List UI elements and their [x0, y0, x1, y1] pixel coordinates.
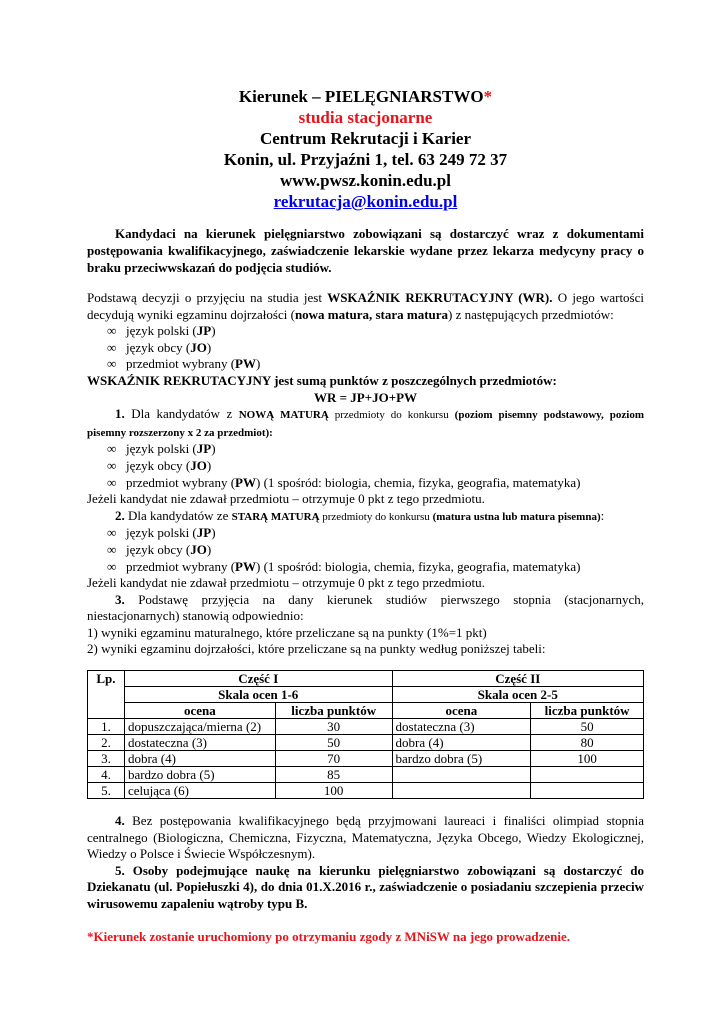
section-5: 5. Osoby podejmujące naukę na kierunku pielęgniarstwo zobowiązani są dostarczyć do Dziekanatu (ul. Popiełuszki 4), do dnia 01.X.2016 r., zaświadczenie o posiadaniu szczepienia przeciw wirusowemu zapaleniu wątroby typu B.	[87, 862, 644, 912]
no-exam-note-2: Jeżeli kandydat nie zdawał przedmiotu – otrzymuje 0 pkt z tego przedmiotu.	[87, 575, 485, 591]
table-row: 3. dobra (4) 70 bardzo dobra (5) 100	[88, 751, 644, 767]
table-row: 2. dostateczna (3) 50 dobra (4) 80	[88, 735, 644, 751]
list-item: ∞ język obcy (JO)	[107, 541, 212, 557]
infinity-bullet-icon: ∞	[107, 323, 117, 339]
table-header-part2: Część II	[392, 671, 643, 687]
program-title: Kierunek – PIELĘGNIARSTWO*	[238, 87, 493, 106]
section-3-item-2: 2) wyniki egzaminu dojrzałości, które przeliczane są na punkty według poniższej tabeli:	[87, 641, 546, 657]
list-item: ∞ przedmiot wybrany (PW)	[107, 356, 261, 372]
list-item: ∞ język polski (JP)	[107, 441, 216, 457]
infinity-bullet-icon: ∞	[107, 474, 117, 490]
table-header-points1: liczba punktów	[275, 703, 392, 719]
infinity-bullet-icon: ∞	[107, 339, 117, 355]
infinity-bullet-icon: ∞	[107, 525, 117, 541]
list-item: ∞ język polski (JP)	[107, 525, 216, 541]
asterisk-marker: *	[483, 87, 493, 106]
table-header-scale1: Skala ocen 1-6	[124, 687, 392, 703]
table-header-points2: liczba punktów	[531, 703, 644, 719]
section-2-list	[107, 525, 644, 575]
office-name: Centrum Rekrutacji i Karier	[259, 129, 472, 148]
section-3-item-1: 1) wyniki egzaminu maturalnego, które przeliczane są na punkty (1%=1 pkt)	[87, 624, 487, 640]
infinity-bullet-icon: ∞	[107, 541, 117, 557]
list-item: ∞ język polski (JP)	[107, 323, 216, 339]
infinity-bullet-icon: ∞	[107, 441, 117, 457]
list-item: ∞ język obcy (JO)	[107, 457, 212, 473]
infinity-bullet-icon: ∞	[107, 457, 117, 473]
no-exam-note: Jeżeli kandydat nie zdawał przedmiotu – otrzymuje 0 pkt z tego przedmiotu.	[87, 491, 485, 507]
table-header-lp: Lp.	[88, 671, 125, 719]
section-2: 2. Dla kandydatów ze STARĄ MATURĄ przedmioty do konkursu (matura ustna lub matura pisemna):	[115, 507, 605, 523]
table-header-scale2: Skala ocen 2-5	[392, 687, 643, 703]
footnote: *Kierunek zostanie uruchomiony po otrzymaniu zgody z MNiSW na jego prowadzenie.	[87, 928, 571, 944]
study-mode: studia stacjonarne	[298, 108, 433, 127]
email-link[interactable]: rekrutacja@konin.edu.pl	[273, 192, 458, 211]
table-row: 5. celująca (6) 100	[88, 783, 644, 799]
wr-definition: WSKAŹNIK REKRUTACYJNY jest sumą punktów z poszczególnych przedmiotów:	[87, 372, 557, 388]
wr-formula: WR = JP+JO+PW	[313, 389, 418, 405]
intro-paragraph: Kandydaci na kierunek pielęgniarstwo zobowiązani są dostarczyć wraz z dokumentami postępowania kwalifikacyjnego, zaświadczenie lekarskie wydane przez lekarza medycyny pracy o braku przeciwwskazań do podjęcia studiów.	[87, 226, 644, 275]
table-row: 4. bardzo dobra (5) 85	[88, 767, 644, 783]
section-1-list	[107, 441, 644, 491]
table-header-part1: Część I	[124, 671, 392, 687]
grade-points-table	[87, 670, 644, 799]
website-text: www.pwsz.konin.edu.pl	[279, 171, 451, 190]
subjects-list	[107, 323, 644, 373]
office-address: Konin, ul. Przyjaźni 1, tel. 63 249 72 37	[223, 150, 508, 169]
table-header-grade2: ocena	[392, 703, 531, 719]
section-1: 1. Dla kandydatów z NOWĄ MATURĄ przedmioty do konkursu (poziom pisemny podstawowy, poziom pisemny rozszerzony x 2 za przedmiot):	[87, 406, 644, 439]
basis-paragraph: Podstawą decyzji o przyjęciu na studia jest WSKAŹNIK REKRUTACYJNY (WR). O jego wartości decydują wyniki egzaminu dojrzałości (nowa matura, stara matura) z następujących przedmiotów:	[87, 290, 645, 322]
document-body	[87, 290, 644, 945]
document-page	[87, 86, 644, 945]
section-3: 3. Podstawę przyjęcia na dany kierunek studiów pierwszego stopnia (stacjonarnych, niestacjonarnych) stanowią odpowiednio:	[87, 591, 644, 624]
header-block	[87, 86, 644, 212]
list-item: ∞ przedmiot wybrany (PW) (1 spośród: biologia, chemia, fizyka, geografia, matematyka)	[107, 558, 581, 574]
infinity-bullet-icon: ∞	[107, 558, 117, 574]
list-item: ∞ język obcy (JO)	[107, 339, 212, 355]
table-row: 1. dopuszczająca/mierna (2) 30 dostateczna (3) 50	[88, 719, 644, 735]
list-item: ∞ przedmiot wybrany (PW) (1 spośród: biologia, chemia, fizyka, geografia, matematyka)	[107, 474, 581, 490]
section-4: 4. Bez postępowania kwalifikacyjnego będą przyjmowani laureaci i finaliści olimpiad stopnia centralnego (Biologiczna, Chemiczna, Fizyczna, Matematyczna, Języka Obcego, Wiedzy Ekologicznej, Wiedzy o Polsce i Świecie Współczesnym).	[87, 813, 644, 862]
infinity-bullet-icon: ∞	[107, 356, 117, 372]
table-header-grade1: ocena	[124, 703, 275, 719]
